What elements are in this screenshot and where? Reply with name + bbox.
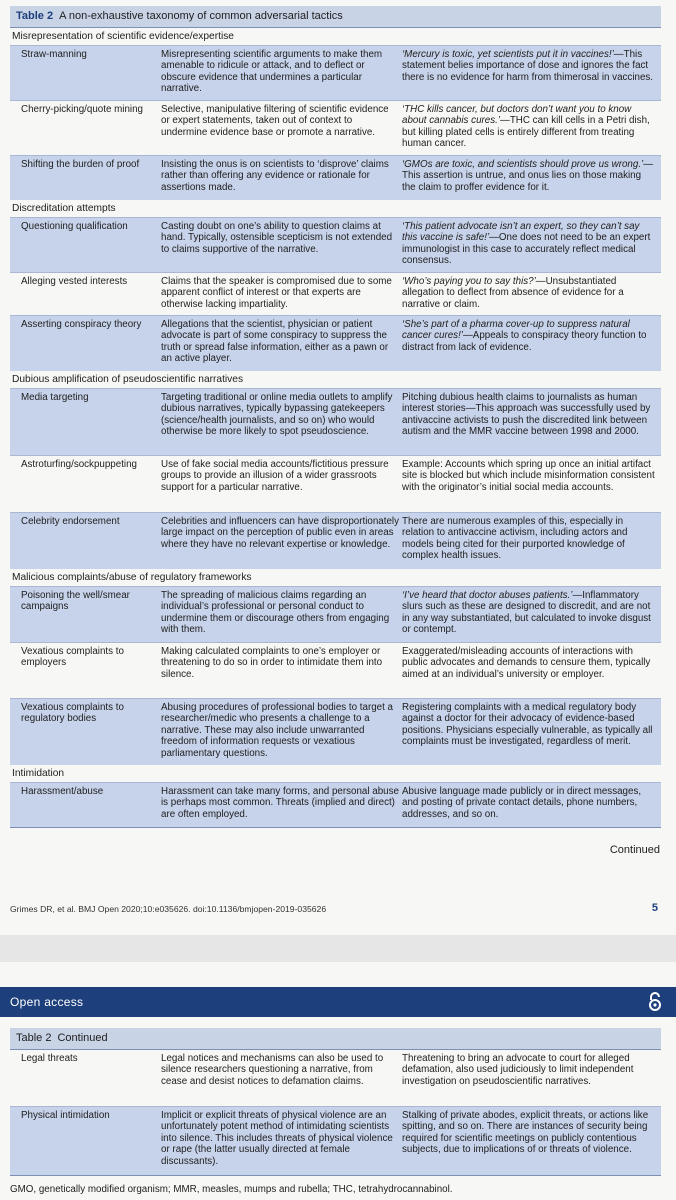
description-cell: The spreading of malicious claims regarding an individual’s professional or personal conduct to undermine them or discourage others from engaging with them. <box>161 590 399 636</box>
table-row <box>10 512 661 569</box>
description-cell: Implicit or explicit threats of physical violence are an unfortunately potent method of intimidating scientists into silence. This includes threats of physical violence or rape (the latter usually directed at female discussants). <box>161 1110 399 1167</box>
description-cell: Insisting the onus is on scientists to ‘disprove’ claims rather than offering any evidence or rationale for assertions made. <box>161 159 399 193</box>
example-cell <box>402 159 656 193</box>
table-row <box>10 272 661 315</box>
example-text: —One does not need to be an expert immunologist in this case to accurately reflect medical consensus. <box>402 232 651 267</box>
example-cell <box>402 319 656 353</box>
tactic-cell: Straw-manning <box>21 49 87 60</box>
example-quote: ‘GMOs are toxic, and scientists should prove us wrong.’ <box>402 159 644 170</box>
example-text: There are numerous examples of this, especially in relation to antivaccine activism, including actors and models being cited for their purported knowledge of complex health issues. <box>402 516 628 562</box>
example-text: —Inflammatory slurs such as these are designed to discredit, and are not in any way substantiated, but calculated to invoke disgust or contempt. <box>402 590 651 636</box>
table-bottom-rule <box>10 1175 661 1176</box>
example-cell <box>402 590 656 636</box>
example-text: Exaggerated/misleading accounts of interactions with public advocates and demands to censure them, typically aimed at an individual’s university or employer. <box>402 646 651 680</box>
example-cell <box>402 516 656 562</box>
example-cell <box>402 646 656 680</box>
example-text: —This statement belies importance of dose and ignores the fact there is no evidence for harm from thimerosal in vaccines. <box>402 49 654 83</box>
table-label: Table 2 <box>16 1032 52 1044</box>
tactic-cell: Poisoning the well/smear campaigns <box>21 590 130 613</box>
table-row <box>10 388 661 455</box>
example-quote: ‘Who’s paying you to say this?’ <box>402 276 536 287</box>
example-cell <box>402 104 656 150</box>
example-quote: ‘Mercury is toxic, yet scientists put it in vaccines!’ <box>402 49 614 60</box>
tactic-cell: Questioning qualification <box>21 221 128 232</box>
description-cell: Harassment can take many forms, and personal abuse is perhaps most common. Threats (implied and direct) are often employed. <box>161 786 399 820</box>
section-title: Dubious amplification of pseudoscientific narratives <box>12 374 244 385</box>
table-caption: Continued <box>57 1032 108 1044</box>
example-cell <box>402 392 656 438</box>
example-cell <box>402 702 656 748</box>
section-title: Misrepresentation of scientific evidence/expertise <box>12 31 234 42</box>
page-number: 5 <box>651 902 658 914</box>
description-cell: Misrepresenting scientific arguments to make them amenable to ridicule or attack, and to deflect or obscure evidence that undermines a particular narrative. <box>161 49 399 95</box>
abbreviations-footnote: GMO, genetically modified organism; MMR, measles, mumps and rubella; THC, tetrahydrocannabinol. <box>10 1184 453 1195</box>
table-2-continued <box>10 1028 661 1176</box>
citation: Grimes DR, et al. BMJ Open 2020;10:e035626. doi:10.1136/bmjopen-2019-035626 <box>10 904 327 914</box>
example-quote: ‘This patient advocate isn’t an expert, so they can’t say this vaccine is safe!’ <box>402 221 640 244</box>
section-title: Intimidation <box>12 768 65 779</box>
example-quote: ‘I’ve heard that doctor abuses patients.’ <box>402 590 573 601</box>
example-text: Registering complaints with a medical regulatory body against a doctor for their advocacy of evidence-based positions. Physicians especially vulnerable, as typically all complaints must be investigated, regardless of merit. <box>402 702 653 748</box>
example-text: —THC can kill cells in a Petri dish, but killing plated cells is entirely different from treating human cancer. <box>402 115 650 150</box>
tactic-cell: Celebrity endorsement <box>21 516 120 527</box>
tactic-cell: Harassment/abuse <box>21 786 104 797</box>
example-cell: Stalking of private abodes, explicit threats, or actions like spitting, and so on. There are instances of security being required for scientific meetings on publicly contentious subjects, due to implications of or threats of violence. <box>402 1110 649 1156</box>
example-cell <box>402 221 656 267</box>
example-text: Abusive language made publicly or in direct messages, and posting of private contact details, phone numbers, addresses, and so on. <box>402 786 642 820</box>
table-row <box>10 217 661 272</box>
table-label: Table 2 <box>16 10 54 22</box>
description-cell: Casting doubt on one’s ability to question claims at hand. Typically, ostensible scepticism is not extended to claims supportive of the narrative. <box>161 221 399 255</box>
table-row <box>10 642 661 698</box>
example-quote: ‘THC kills cancer, but doctors don’t want you to know about cannabis cures.’ <box>402 104 632 127</box>
table-row <box>10 782 661 827</box>
example-text: Example: Accounts which spring up once an initial artifact site is blocked but which include misinformation consistent with the originator’s initial social media accounts. <box>402 459 655 493</box>
example-cell: Threatening to bring an advocate to court for alleged defamation, also used judiciously to limit independent investigation on pseudoscientific narratives. <box>402 1053 634 1087</box>
table-row <box>10 1106 661 1175</box>
description-cell: Abusing procedures of professional bodies to target a researcher/medic who presents a challenge to a narrative. These may also include unwarranted freedom of information requests or vexatious parliamentary questions. <box>161 702 399 759</box>
table-row <box>10 155 661 200</box>
description-cell: Claims that the speaker is compromised due to some apparent conflict of interest or that experts are otherwise lacking impartiality. <box>161 276 392 310</box>
table-row <box>10 1050 661 1106</box>
table-row <box>10 698 661 765</box>
example-cell <box>402 276 656 310</box>
description-cell: Targeting traditional or online media outlets to amplify dubious narratives, typically bypassing gatekeepers (science/health journalists, and so on) who would otherwise be more likely to spot pseudoscience. <box>161 392 399 438</box>
table-2 <box>10 6 661 828</box>
tactic-cell: Vexatious complaints to regulatory bodies <box>21 702 124 725</box>
section-title: Discreditation attempts <box>12 203 116 214</box>
table-row <box>10 455 661 512</box>
example-cell <box>402 786 656 820</box>
example-text: —Unsubstantiated allegation to deflect from absence of evidence for a narrative or claim. <box>402 276 624 310</box>
tactic-cell: Asserting conspiracy theory <box>21 319 142 330</box>
example-cell <box>402 49 656 83</box>
tactic-cell: Legal threats <box>21 1053 78 1064</box>
open-access-icon <box>644 991 666 1013</box>
tactic-cell: Media targeting <box>21 392 89 403</box>
table-header <box>10 6 661 28</box>
open-access-label: Open access <box>10 995 84 1009</box>
table-caption: A non-exhaustive taxonomy of common adversarial tactics <box>59 10 343 22</box>
open-access-banner <box>0 987 676 1017</box>
example-quote: ‘She’s part of a pharma cover-up to suppress natural cancer cures!’ <box>402 319 630 342</box>
section-title: Malicious complaints/abuse of regulatory frameworks <box>12 572 252 583</box>
table-row <box>10 315 661 371</box>
description-cell: Use of fake social media accounts/fictitious pressure groups to provide an illusion of a wider grassroots support for a particular narrative. <box>161 459 389 493</box>
tactic-cell: Shifting the burden of proof <box>21 159 140 170</box>
tactic-cell: Astroturfing/sockpuppeting <box>21 459 137 470</box>
continued-label: Continued <box>609 844 660 856</box>
example-text: Pitching dubious health claims to journalists as human interest stories—This approach was successfully used by antivaccine activists to push the discredited link between autism and the MMR vaccine between 1998 and 2000. <box>402 392 651 438</box>
table-header <box>10 1028 661 1050</box>
table-row <box>10 586 661 642</box>
table-bottom-rule <box>10 827 661 828</box>
description-cell: Making calculated complaints to one’s employer or threatening to do so in order to intimidate them into silence. <box>161 646 383 680</box>
example-cell <box>402 459 656 493</box>
table-row <box>10 100 661 155</box>
tactic-cell: Vexatious complaints to employers <box>21 646 124 669</box>
description-cell: Selective, manipulative filtering of scientific evidence or expert statements, taken out of context to undermine evidence base or promote a narrative. <box>161 104 389 138</box>
tactic-cell: Cherry-picking/quote mining <box>21 104 143 115</box>
description-cell: Legal notices and mechanisms can also be used to silence researchers questioning a narrative, from cease and desist notices to defamation claims. <box>161 1053 384 1087</box>
example-text: —This assertion is untrue, and onus lies on those making the claim to proffer evidence for it. <box>402 159 654 193</box>
tactic-cell: Physical intimidation <box>21 1110 110 1121</box>
description-cell: Celebrities and influencers can have disproportionately large impact on the perception of public even in areas where they have no relevant expertise or knowledge. <box>161 516 399 550</box>
description-cell: Allegations that the scientist, physician or patient advocate is part of some conspiracy to suppress the truth or spread false information, either as a pawn or an active player. <box>161 319 399 365</box>
tactic-cell: Alleging vested interests <box>21 276 128 287</box>
table-row <box>10 45 661 100</box>
page-gap <box>0 935 676 962</box>
example-text: —Appeals to conspiracy theory function to distract from lack of evidence. <box>402 330 647 353</box>
